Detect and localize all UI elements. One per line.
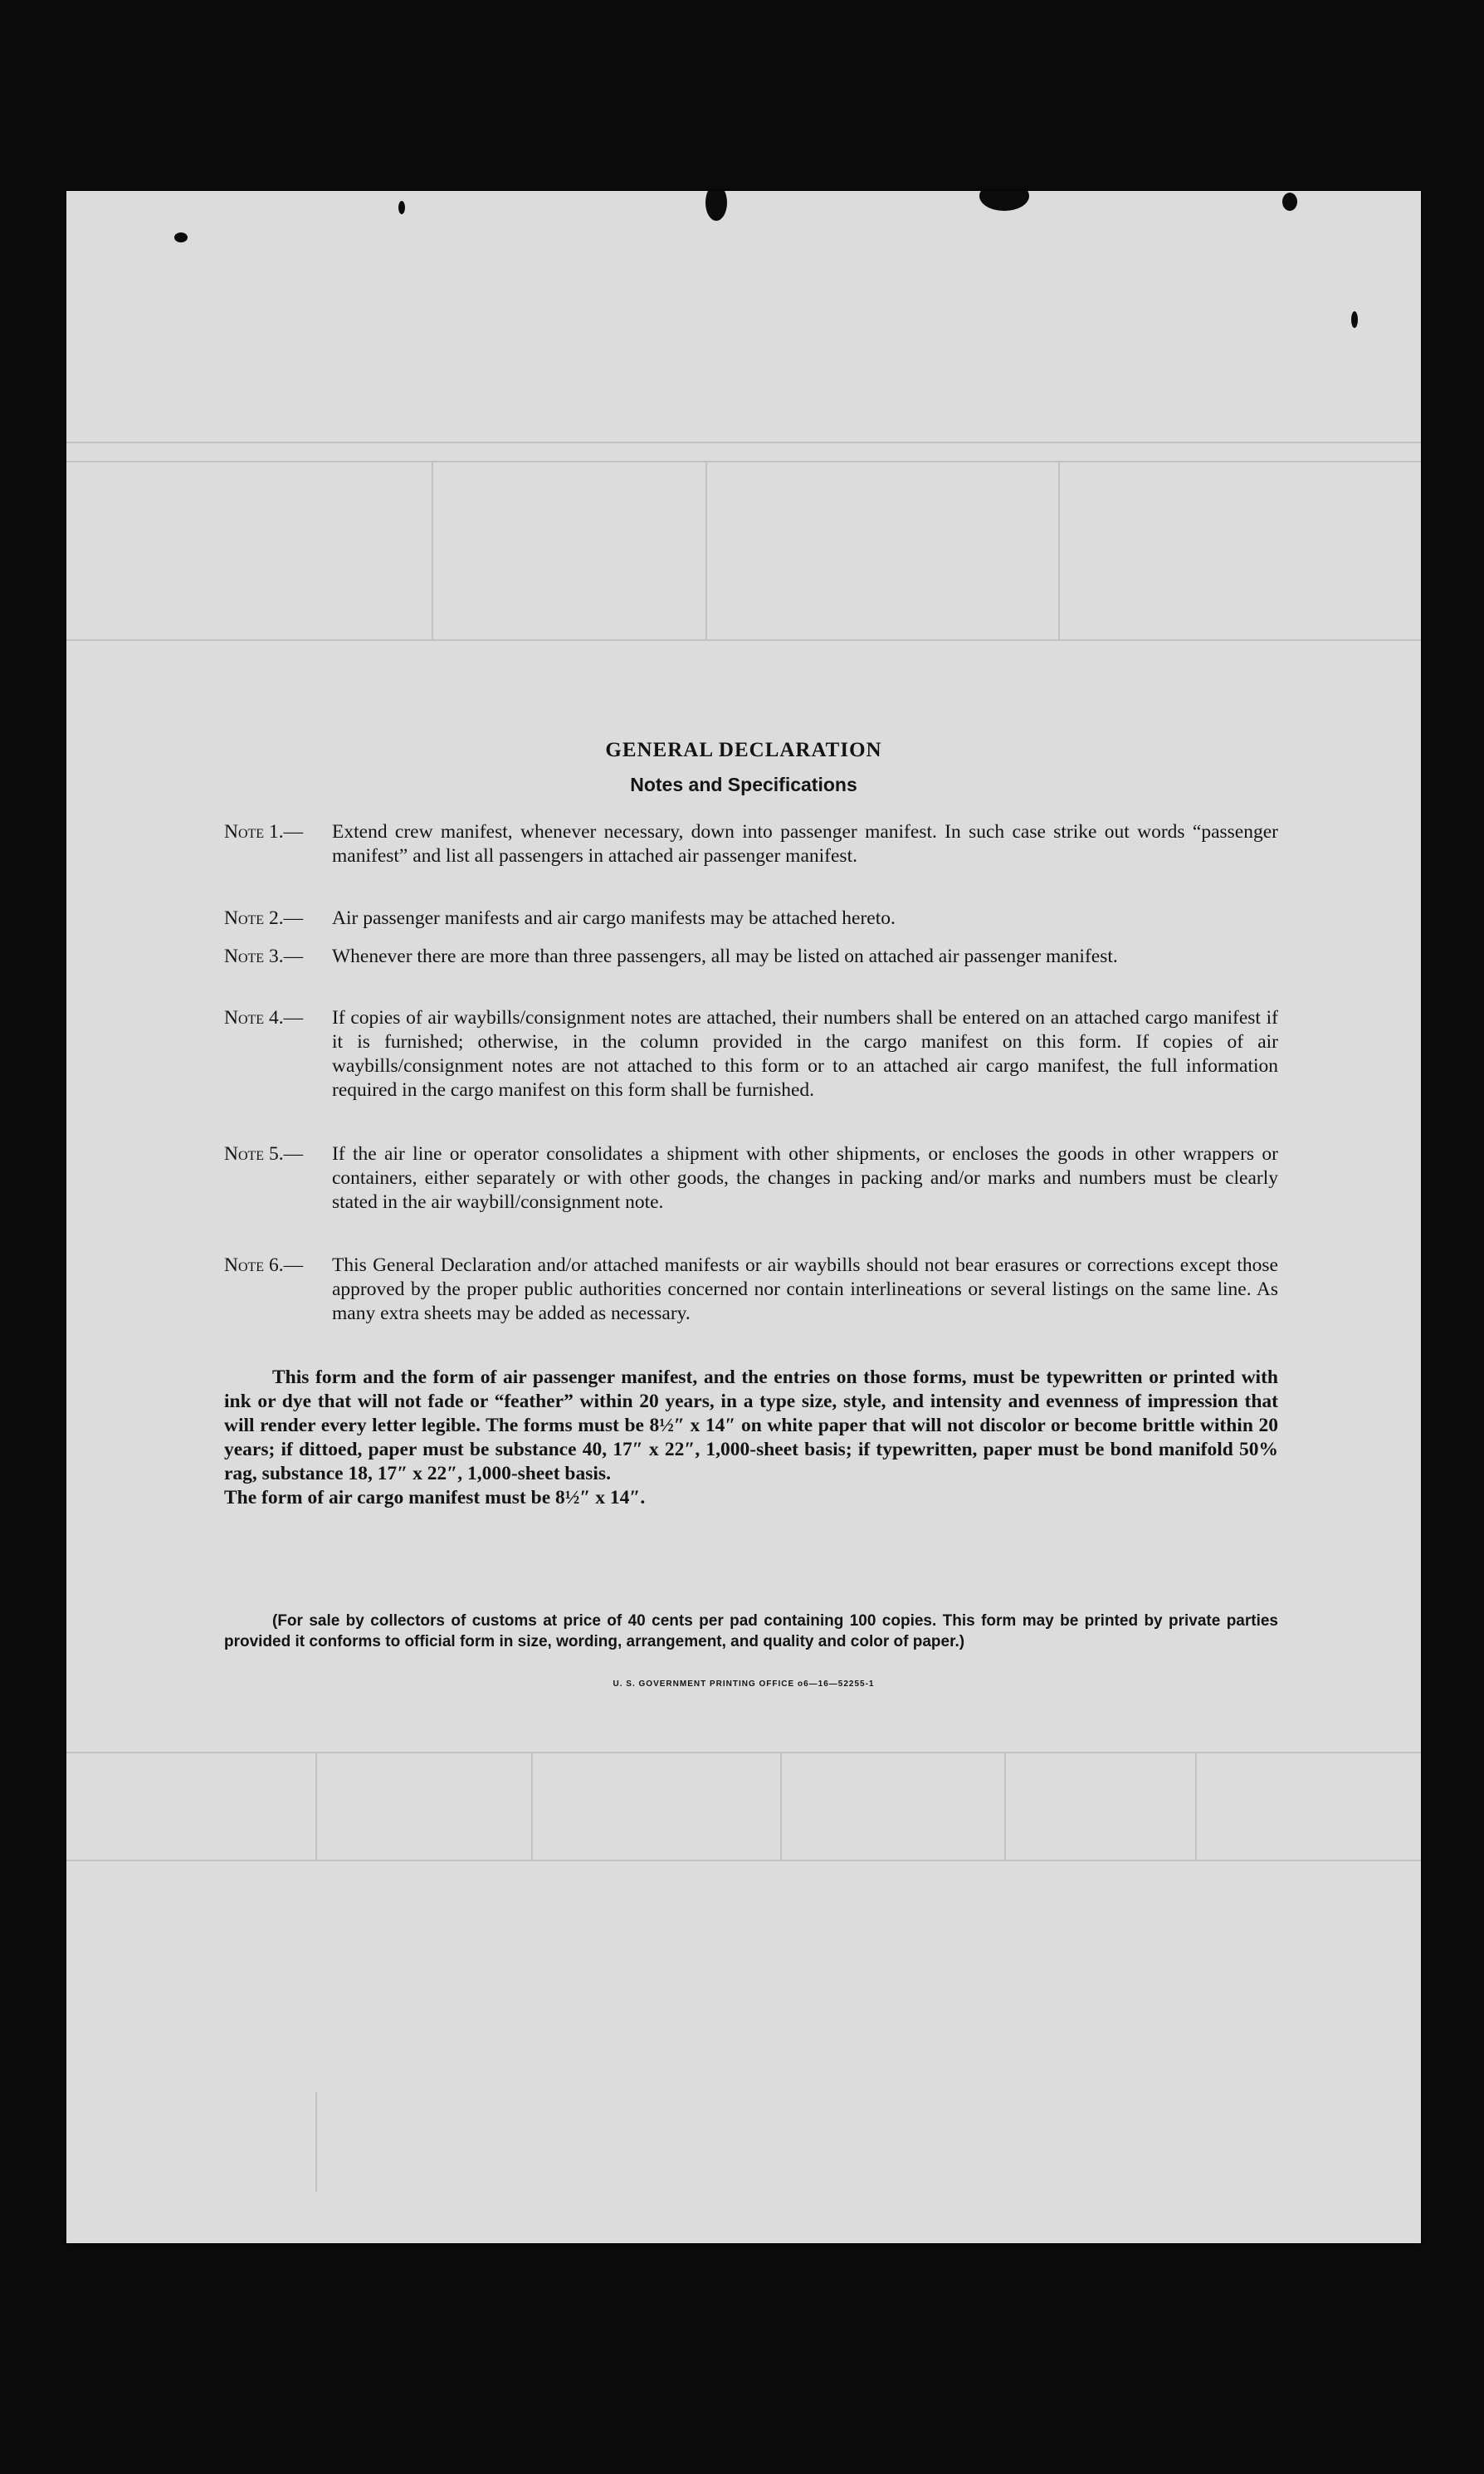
note-text: Extend crew manifest, whenever necessary, down into passenger manifest. In such case strike out words “passenger manifest” and list all passengers in attached air passenger manifest. [332, 821, 1278, 867]
note-5 [224, 1142, 1278, 1215]
ink-blot [1351, 311, 1358, 328]
declaration-title: GENERAL DECLARATION [605, 739, 882, 761]
ink-blot [1282, 193, 1297, 211]
bleed-through-rule [1004, 1752, 1006, 1860]
form-requirements-paragraph [224, 1366, 1278, 1510]
note-4 [224, 1006, 1278, 1103]
note-label: Note 3.— [224, 946, 304, 967]
note-text: Air passenger manifests and air cargo manifests may be attached hereto. [332, 907, 896, 929]
ink-blot [979, 191, 1029, 211]
bleed-through-rule [66, 1752, 1421, 1753]
note-text: Whenever there are more than three passengers, all may be listed on attached air passenger manifest. [332, 946, 1118, 967]
ink-blot [174, 232, 188, 242]
note-label: Note 4.— [224, 1007, 304, 1029]
bleed-through-rule [1058, 461, 1060, 639]
bleed-through-rule [432, 461, 433, 639]
note-text: This General Declaration and/or attached manifests or air waybills should not bear erasures or corrections except those approved by the proper public authorities concerned nor contain interlineations or several listings on the same line. As many extra sheets may be added as necessary. [332, 1254, 1278, 1324]
sale-notice: (For sale by collectors of customs at price of 40 cents per pad containing 100 copies. This form may be printed by private parties provided it conforms to official form in size, wording, arrangement, and quality and color of paper.) [224, 1612, 1278, 1650]
ink-blot [705, 191, 727, 221]
bleed-through-rule [705, 461, 707, 639]
document-page [66, 191, 1421, 2243]
bleed-through-rule [531, 1752, 533, 1860]
note-label: Note 5.— [224, 1143, 304, 1165]
note-text: If the air line or operator consolidates a shipment with other shipments, or encloses the goods in other wrappers or containers, either separately or with other goods, the changes in packing and/or marks and numbers must be clearly stated in the air waybill/consignment note. [332, 1143, 1278, 1213]
ink-blot [398, 201, 405, 214]
bleed-through-rule [315, 1752, 317, 1860]
declaration-subtitle: Notes and Specifications [630, 774, 857, 795]
bleed-through-rule [66, 442, 1421, 443]
bleed-through-rule [66, 1860, 1421, 1861]
note-1 [224, 820, 1278, 868]
bleed-through-rule [315, 2092, 317, 2192]
note-6 [224, 1254, 1278, 1326]
cargo-manifest-size-text: The form of air cargo manifest must be 8½″ x 14″. [224, 1487, 646, 1508]
note-3 [224, 945, 1278, 969]
note-text: If copies of air waybills/consignment notes are attached, their numbers shall be entered on an attached cargo manifest if it is furnished; otherwise, in the column provided in the cargo manifest on this form. If copies of air waybills/consignment notes are not attached to this form or to an attached air cargo manifest, the full information required in the cargo manifest on this form shall be furnished. [332, 1007, 1278, 1101]
bleed-through-rule [1195, 1752, 1197, 1860]
note-label: Note 1.— [224, 821, 304, 843]
note-label: Note 6.— [224, 1254, 304, 1276]
bleed-through-rule [66, 461, 1421, 462]
form-requirements-text: This form and the form of air passenger manifest, and the entries on those forms, must be typewritten or printed with ink or dye that will not fade or “feather” within 20 years, in a type size, style, and intensity and evenness of impression that will render every letter legible. The forms must be 8½″ x 14″ on white paper that will not discolor or become brittle within 20 years; if dittoed, paper must be substance 40, 17″ x 22″, 1,000-sheet basis; if typewritten, paper must be bond manifold 50% rag, substance 18, 17″ x 22″, 1,000-sheet basis. [224, 1367, 1278, 1484]
note-2 [224, 907, 1278, 931]
bleed-through-rule [66, 639, 1421, 641]
note-label: Note 2.— [224, 907, 304, 929]
printing-office-imprint: U. S. GOVERNMENT PRINTING OFFICE o6—16—52255-1 [613, 1679, 875, 1689]
bleed-through-rule [780, 1752, 782, 1860]
